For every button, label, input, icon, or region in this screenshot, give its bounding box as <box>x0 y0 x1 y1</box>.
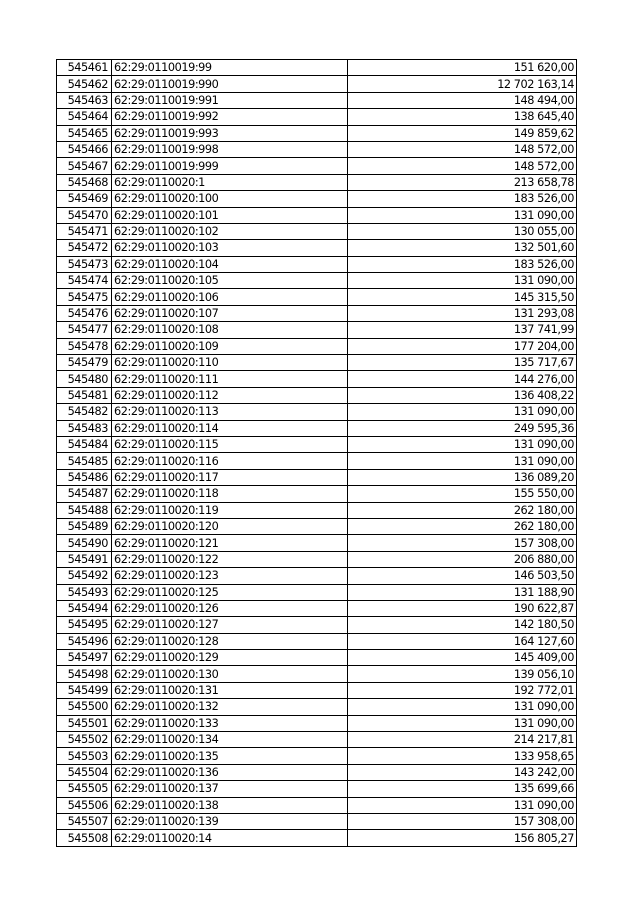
cadastral-value-cell: 262 180,00 <box>348 518 577 534</box>
cadastral-value-cell: 131 090,00 <box>348 715 577 731</box>
row-id-cell: 545493 <box>57 584 112 600</box>
table-row <box>57 469 577 485</box>
table-row <box>57 813 577 829</box>
cadastral-number-cell: 62:29:0110020:106 <box>112 289 348 305</box>
cadastral-number-cell: 62:29:0110020:114 <box>112 420 348 436</box>
row-id-cell: 545473 <box>57 256 112 272</box>
cadastral-number-cell: 62:29:0110020:123 <box>112 568 348 584</box>
table-row <box>57 125 577 141</box>
row-id-cell: 545506 <box>57 797 112 813</box>
cadastral-number-cell: 62:29:0110020:125 <box>112 584 348 600</box>
table-row <box>57 699 577 715</box>
cadastral-value-cell: 139 056,10 <box>348 666 577 682</box>
cadastral-number-cell: 62:29:0110020:120 <box>112 518 348 534</box>
cadastral-number-cell: 62:29:0110020:1 <box>112 174 348 190</box>
cadastral-value-cell: 190 622,87 <box>348 600 577 616</box>
table-row <box>57 830 577 846</box>
row-id-cell: 545483 <box>57 420 112 436</box>
row-id-cell: 545494 <box>57 600 112 616</box>
table-row <box>57 650 577 666</box>
cadastral-value-cell: 262 180,00 <box>348 502 577 518</box>
cadastral-number-cell: 62:29:0110019:999 <box>112 158 348 174</box>
cadastral-value-cell: 206 880,00 <box>348 551 577 567</box>
cadastral-number-cell: 62:29:0110019:998 <box>112 141 348 157</box>
cadastral-number-cell: 62:29:0110020:121 <box>112 535 348 551</box>
table-row <box>57 256 577 272</box>
table-row <box>57 371 577 387</box>
cadastral-value-table <box>56 59 577 847</box>
cadastral-number-cell: 62:29:0110020:110 <box>112 355 348 371</box>
cadastral-value-cell: 155 550,00 <box>348 486 577 502</box>
cadastral-number-cell: 62:29:0110020:113 <box>112 404 348 420</box>
table-row <box>57 551 577 567</box>
table-row <box>57 273 577 289</box>
table-row <box>57 60 577 76</box>
cadastral-value-cell: 143 242,00 <box>348 764 577 780</box>
cadastral-value-cell: 131 090,00 <box>348 453 577 469</box>
cadastral-value-cell: 135 699,66 <box>348 781 577 797</box>
row-id-cell: 545469 <box>57 191 112 207</box>
cadastral-number-cell: 62:29:0110020:128 <box>112 633 348 649</box>
cadastral-value-cell: 145 315,50 <box>348 289 577 305</box>
table-row <box>57 305 577 321</box>
table-row <box>57 76 577 92</box>
cadastral-number-cell: 62:29:0110020:133 <box>112 715 348 731</box>
cadastral-value-cell: 131 090,00 <box>348 207 577 223</box>
table-row <box>57 289 577 305</box>
table-row <box>57 338 577 354</box>
cadastral-number-cell: 62:29:0110020:127 <box>112 617 348 633</box>
row-id-cell: 545485 <box>57 453 112 469</box>
row-id-cell: 545484 <box>57 436 112 452</box>
table-row <box>57 240 577 256</box>
row-id-cell: 545499 <box>57 682 112 698</box>
row-id-cell: 545478 <box>57 338 112 354</box>
cadastral-value-cell: 213 658,78 <box>348 174 577 190</box>
cadastral-value-cell: 12 702 163,14 <box>348 76 577 92</box>
cadastral-number-cell: 62:29:0110019:992 <box>112 109 348 125</box>
row-id-cell: 545496 <box>57 633 112 649</box>
row-id-cell: 545470 <box>57 207 112 223</box>
table-row <box>57 453 577 469</box>
table-row <box>57 633 577 649</box>
cadastral-number-cell: 62:29:0110020:14 <box>112 830 348 846</box>
cadastral-number-cell: 62:29:0110020:130 <box>112 666 348 682</box>
cadastral-value-cell: 157 308,00 <box>348 813 577 829</box>
cadastral-value-cell: 138 645,40 <box>348 109 577 125</box>
table-row <box>57 600 577 616</box>
cadastral-number-cell: 62:29:0110020:122 <box>112 551 348 567</box>
cadastral-value-cell: 130 055,00 <box>348 223 577 239</box>
table-row <box>57 502 577 518</box>
table-row <box>57 109 577 125</box>
cadastral-value-cell: 137 741,99 <box>348 322 577 338</box>
cadastral-number-cell: 62:29:0110020:102 <box>112 223 348 239</box>
cadastral-value-cell: 164 127,60 <box>348 633 577 649</box>
row-id-cell: 545508 <box>57 830 112 846</box>
cadastral-number-cell: 62:29:0110020:139 <box>112 813 348 829</box>
table-row <box>57 387 577 403</box>
row-id-cell: 545504 <box>57 764 112 780</box>
row-id-cell: 545486 <box>57 469 112 485</box>
row-id-cell: 545495 <box>57 617 112 633</box>
row-id-cell: 545482 <box>57 404 112 420</box>
table-row <box>57 518 577 534</box>
cadastral-number-cell: 62:29:0110020:100 <box>112 191 348 207</box>
table-row <box>57 404 577 420</box>
row-id-cell: 545472 <box>57 240 112 256</box>
cadastral-number-cell: 62:29:0110020:119 <box>112 502 348 518</box>
table-row <box>57 748 577 764</box>
row-id-cell: 545476 <box>57 305 112 321</box>
table-row <box>57 191 577 207</box>
row-id-cell: 545479 <box>57 355 112 371</box>
cadastral-number-cell: 62:29:0110020:118 <box>112 486 348 502</box>
cadastral-number-cell: 62:29:0110020:129 <box>112 650 348 666</box>
cadastral-value-cell: 131 293,08 <box>348 305 577 321</box>
cadastral-value-cell: 156 805,27 <box>348 830 577 846</box>
table-row <box>57 617 577 633</box>
row-id-cell: 545477 <box>57 322 112 338</box>
table-row <box>57 92 577 108</box>
cadastral-number-cell: 62:29:0110020:101 <box>112 207 348 223</box>
row-id-cell: 545489 <box>57 518 112 534</box>
row-id-cell: 545475 <box>57 289 112 305</box>
row-id-cell: 545487 <box>57 486 112 502</box>
cadastral-number-cell: 62:29:0110019:991 <box>112 92 348 108</box>
row-id-cell: 545502 <box>57 732 112 748</box>
cadastral-number-cell: 62:29:0110020:136 <box>112 764 348 780</box>
cadastral-value-cell: 131 090,00 <box>348 797 577 813</box>
cadastral-number-cell: 62:29:0110020:103 <box>112 240 348 256</box>
table-row <box>57 584 577 600</box>
cadastral-number-cell: 62:29:0110020:126 <box>112 600 348 616</box>
row-id-cell: 545488 <box>57 502 112 518</box>
cadastral-number-cell: 62:29:0110020:105 <box>112 273 348 289</box>
table-row <box>57 568 577 584</box>
cadastral-number-cell: 62:29:0110020:137 <box>112 781 348 797</box>
cadastral-number-cell: 62:29:0110020:115 <box>112 436 348 452</box>
cadastral-number-cell: 62:29:0110020:131 <box>112 682 348 698</box>
cadastral-number-cell: 62:29:0110019:993 <box>112 125 348 141</box>
table-row <box>57 158 577 174</box>
row-id-cell: 545498 <box>57 666 112 682</box>
row-id-cell: 545466 <box>57 141 112 157</box>
cadastral-number-cell: 62:29:0110020:112 <box>112 387 348 403</box>
cadastral-value-cell: 148 572,00 <box>348 158 577 174</box>
cadastral-value-cell: 148 572,00 <box>348 141 577 157</box>
cadastral-value-cell: 131 090,00 <box>348 404 577 420</box>
cadastral-number-cell: 62:29:0110020:132 <box>112 699 348 715</box>
cadastral-number-cell: 62:29:0110019:990 <box>112 76 348 92</box>
cadastral-value-cell: 133 958,65 <box>348 748 577 764</box>
table-row <box>57 797 577 813</box>
table-row <box>57 322 577 338</box>
cadastral-value-cell: 192 772,01 <box>348 682 577 698</box>
row-id-cell: 545497 <box>57 650 112 666</box>
cadastral-value-cell: 136 408,22 <box>348 387 577 403</box>
row-id-cell: 545467 <box>57 158 112 174</box>
row-id-cell: 545471 <box>57 223 112 239</box>
cadastral-number-cell: 62:29:0110020:135 <box>112 748 348 764</box>
table-row <box>57 666 577 682</box>
row-id-cell: 545462 <box>57 76 112 92</box>
table-row <box>57 141 577 157</box>
table-row <box>57 535 577 551</box>
cadastral-value-cell: 144 276,00 <box>348 371 577 387</box>
cadastral-value-cell: 131 188,90 <box>348 584 577 600</box>
cadastral-value-cell: 131 090,00 <box>348 699 577 715</box>
cadastral-value-cell: 249 595,36 <box>348 420 577 436</box>
cadastral-value-cell: 145 409,00 <box>348 650 577 666</box>
cadastral-value-cell: 149 859,62 <box>348 125 577 141</box>
row-id-cell: 545500 <box>57 699 112 715</box>
row-id-cell: 545505 <box>57 781 112 797</box>
table-row <box>57 355 577 371</box>
row-id-cell: 545490 <box>57 535 112 551</box>
row-id-cell: 545474 <box>57 273 112 289</box>
table-row <box>57 682 577 698</box>
cadastral-number-cell: 62:29:0110020:107 <box>112 305 348 321</box>
cadastral-value-cell: 214 217,81 <box>348 732 577 748</box>
cadastral-value-cell: 151 620,00 <box>348 60 577 76</box>
row-id-cell: 545507 <box>57 813 112 829</box>
cadastral-value-cell: 131 090,00 <box>348 436 577 452</box>
row-id-cell: 545492 <box>57 568 112 584</box>
cadastral-number-cell: 62:29:0110020:104 <box>112 256 348 272</box>
row-id-cell: 545491 <box>57 551 112 567</box>
cadastral-number-cell: 62:29:0110020:111 <box>112 371 348 387</box>
cadastral-value-cell: 177 204,00 <box>348 338 577 354</box>
table-row <box>57 486 577 502</box>
cadastral-number-cell: 62:29:0110020:117 <box>112 469 348 485</box>
table-row <box>57 207 577 223</box>
row-id-cell: 545465 <box>57 125 112 141</box>
cadastral-value-cell: 131 090,00 <box>348 273 577 289</box>
table-row <box>57 436 577 452</box>
cadastral-value-cell: 183 526,00 <box>348 256 577 272</box>
cadastral-number-cell: 62:29:0110020:138 <box>112 797 348 813</box>
cadastral-value-cell: 142 180,50 <box>348 617 577 633</box>
row-id-cell: 545501 <box>57 715 112 731</box>
row-id-cell: 545481 <box>57 387 112 403</box>
row-id-cell: 545464 <box>57 109 112 125</box>
row-id-cell: 545503 <box>57 748 112 764</box>
table-row <box>57 715 577 731</box>
cadastral-value-cell: 148 494,00 <box>348 92 577 108</box>
cadastral-value-cell: 157 308,00 <box>348 535 577 551</box>
table-row <box>57 764 577 780</box>
table-row <box>57 174 577 190</box>
row-id-cell: 545480 <box>57 371 112 387</box>
cadastral-value-cell: 183 526,00 <box>348 191 577 207</box>
cadastral-value-cell: 146 503,50 <box>348 568 577 584</box>
cadastral-number-cell: 62:29:0110019:99 <box>112 60 348 76</box>
table-row <box>57 420 577 436</box>
row-id-cell: 545461 <box>57 60 112 76</box>
table-row <box>57 781 577 797</box>
cadastral-number-cell: 62:29:0110020:134 <box>112 732 348 748</box>
row-id-cell: 545468 <box>57 174 112 190</box>
cadastral-value-cell: 132 501,60 <box>348 240 577 256</box>
cadastral-number-cell: 62:29:0110020:108 <box>112 322 348 338</box>
table-body <box>57 60 577 847</box>
row-id-cell: 545463 <box>57 92 112 108</box>
table-row <box>57 223 577 239</box>
cadastral-value-cell: 136 089,20 <box>348 469 577 485</box>
table-row <box>57 732 577 748</box>
cadastral-number-cell: 62:29:0110020:109 <box>112 338 348 354</box>
cadastral-value-cell: 135 717,67 <box>348 355 577 371</box>
cadastral-number-cell: 62:29:0110020:116 <box>112 453 348 469</box>
